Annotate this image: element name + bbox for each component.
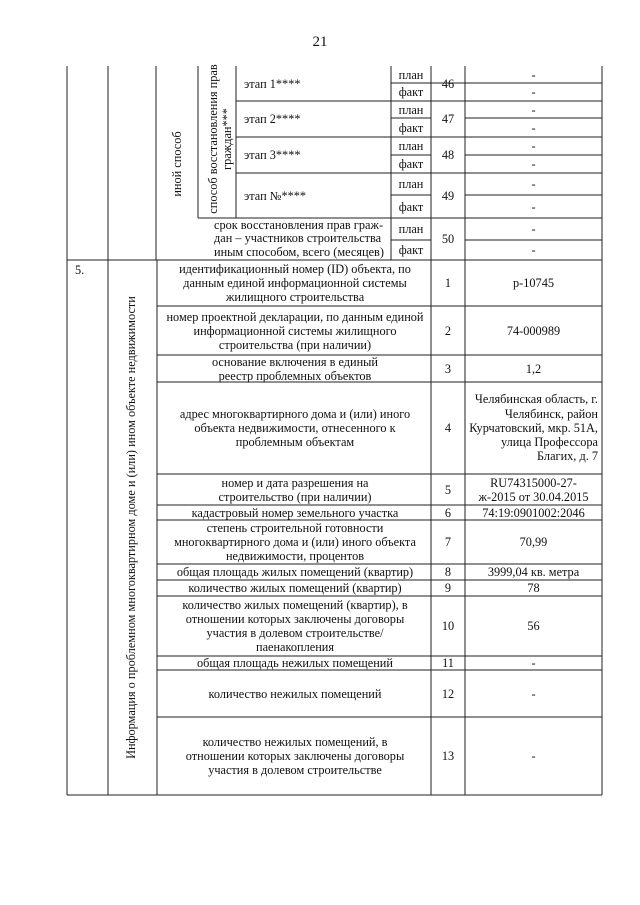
term-plan-label: план <box>398 222 424 236</box>
row-5-label: номер и дата разрешения на строительство (при наличии) <box>218 475 372 504</box>
row-3-value: 1,2 <box>525 361 542 376</box>
row-9-label: количество жилых помещений (квартир) <box>188 581 402 595</box>
section-title: Информация о проблемном многоквартирном доме и (или) ином объекте недвижимости <box>124 296 138 759</box>
row-5-num: 5 <box>444 482 452 497</box>
row-8-num: 8 <box>444 565 452 579</box>
row-2-value: 74-000989 <box>506 323 561 338</box>
term-fact: - <box>531 243 536 257</box>
row-6-value: 74:19:0901002:2046 <box>482 505 585 520</box>
row-6-num: 6 <box>444 505 452 520</box>
stage-2-name: этап 2**** <box>244 112 301 126</box>
stage-4-fact: - <box>531 199 536 214</box>
stage-1-fact-label: факт <box>398 85 424 99</box>
stage-4-fact-label: факт <box>398 199 424 214</box>
stage-3-fact-label: факт <box>398 157 424 171</box>
term-fact-label: факт <box>398 243 424 257</box>
row-10-num: 10 <box>441 619 455 633</box>
stage-2-fact: - <box>531 120 536 135</box>
stage-4-row: 49 <box>441 188 455 203</box>
stage-3-fact: - <box>531 157 536 171</box>
stage-2-plan: - <box>531 102 536 117</box>
row-5-value: RU74315000-27-ж-2015 от 30.04.2015 <box>478 475 589 504</box>
stage-3-plan-label: план <box>398 139 424 153</box>
row-10-label: количество жилых помещений (квартир), в отношении которых заключены договоры участия в долевом строительстве/паенакопления <box>182 598 408 654</box>
section-number: 5. <box>75 263 85 277</box>
stage-2-fact-label: факт <box>398 120 424 135</box>
row-10-value: 56 <box>527 619 540 633</box>
row-1-label: идентификационный номер (ID) объекта, по данным единой информационной системы жилищного строительства <box>179 262 411 304</box>
row-8-value: 3999,04 кв. метра <box>487 565 580 579</box>
row-6-label: кадастровый номер земельного участка <box>191 505 399 520</box>
stage-1-fact: - <box>531 85 536 99</box>
stage-4-plan: - <box>531 177 536 191</box>
row-8-label: общая площадь жилых помещений (квартир) <box>176 565 414 579</box>
row-9-num: 9 <box>444 581 452 595</box>
stage-3-plan: - <box>531 139 536 153</box>
rights-label-text: способ восстановления прав граждан*** <box>206 64 234 214</box>
row-4-value: Челябинская область, г. Челябинск, район Курчатовский, мкр. 51А, улица Профессора Благих, д. 7 <box>469 392 598 464</box>
row-4-label: адрес многоквартирного дома и (или) иного объекта недвижимости, отнесенного к проблемным объектам <box>179 407 411 449</box>
row-13-value: - <box>531 749 536 763</box>
row-9-value: 78 <box>527 581 540 595</box>
row-11-value: - <box>531 656 536 670</box>
row-13-num: 13 <box>441 749 455 763</box>
row-12-value: - <box>531 686 536 701</box>
stage-3-name: этап 3**** <box>244 148 301 162</box>
term-plan: - <box>531 222 536 236</box>
stage-3-row: 48 <box>441 148 455 162</box>
stage-2-plan-label: план <box>398 102 424 117</box>
stage-2-row: 47 <box>441 112 455 126</box>
row-12-label: количество нежилых помещений <box>208 686 382 701</box>
row-7-label: степень строительной готовности многоквартирного дома и (или) иного объекта недвижимости, процентов <box>174 521 416 563</box>
page-number: 21 <box>312 34 328 50</box>
row-1-num: 1 <box>444 276 452 290</box>
row-13-label: количество нежилых помещений, в отношении которых заключены договоры участия в долевом строительстве <box>185 735 405 777</box>
row-7-value: 70,99 <box>519 535 548 549</box>
row-11-label: общая площадь нежилых помещений <box>197 656 393 670</box>
row-11-num: 11 <box>442 656 454 670</box>
recovery-term-label: срок восстановления прав граж-дан – участников строительства иным способом, всего (месяцев) <box>214 217 384 259</box>
row-1-value: р-10745 <box>513 276 554 290</box>
method-label: иной способ <box>170 131 184 197</box>
stage-4-plan-label: план <box>398 177 424 191</box>
row-12-num: 12 <box>441 686 455 701</box>
row-7-num: 7 <box>444 535 452 549</box>
row-3-label: основание включения в единый реестр проблемных объектов <box>211 354 379 383</box>
row-4-num: 4 <box>444 421 452 435</box>
row-3-num: 3 <box>444 361 452 376</box>
stage-1-name: этап 1**** <box>244 76 301 91</box>
rights-label <box>206 64 234 214</box>
stage-1-plan-label: план <box>398 67 424 82</box>
term-row: 50 <box>441 232 455 246</box>
stage-1-row: 46 <box>441 76 455 91</box>
stage-1-plan: - <box>531 67 536 82</box>
stage-4-name: этап №**** <box>244 188 307 203</box>
row-2-label: номер проектной декларации, по данным единой информационной системы жилищного строительства (при наличии) <box>166 309 424 352</box>
row-2-num: 2 <box>444 323 452 338</box>
